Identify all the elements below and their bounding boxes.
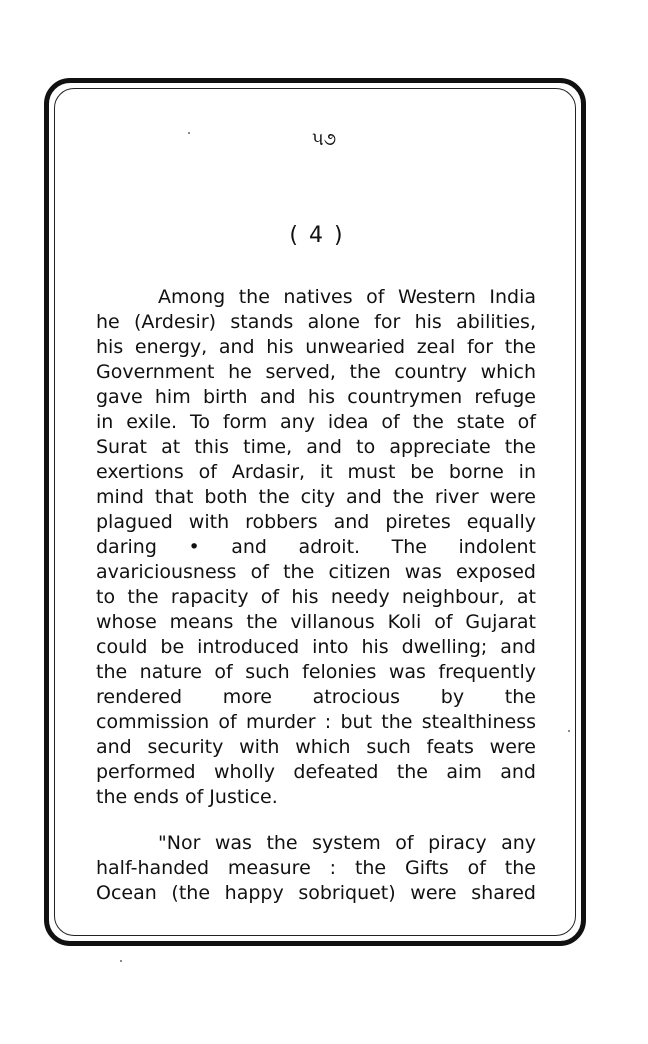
text-line: commission of murder : but the stealthiness [96, 711, 536, 733]
text-line: half-handed measure : the Gifts of the [96, 857, 536, 879]
text-line: Ocean (the happy sobriquet) were shared [96, 882, 536, 904]
text-line: could be introduced into his dwelling; and [96, 636, 536, 658]
text-line: mind that both the city and the river were [96, 486, 536, 508]
paper-speck [120, 960, 122, 962]
text-line: the ends of Justice. [96, 786, 278, 808]
text-line: he (Ardesir) stands alone for his abilities, [96, 311, 536, 333]
text-line: Among the natives of Western India [158, 286, 536, 308]
text-line: avariciousness of the citizen was exposed [96, 561, 536, 583]
text-line: performed wholly defeated the aim and [96, 761, 536, 783]
text-line: daring • and adroit. The indolent [96, 536, 536, 558]
text-line: whose means the villanous Koli of Gujarat [96, 611, 536, 633]
paragraph-2 [96, 831, 536, 906]
paper-speck [568, 730, 570, 732]
text-line: plagued with robbers and piretes equally [96, 511, 536, 533]
text-line: in exile. To form any idea of the state of [96, 411, 536, 433]
text-line: rendered more atrocious by the [96, 686, 536, 708]
paragraph-1 [96, 285, 536, 810]
text-line: exertions of Ardasir, it must be borne in [96, 461, 536, 483]
text-line: and security with which such feats were [96, 736, 536, 758]
text-line: gave him birth and his countrymen refuge [96, 386, 536, 408]
page-number: ૫૭ [311, 129, 337, 150]
section-heading: ( 4 ) [289, 223, 345, 248]
text-line: the nature of such felonies was frequently [96, 661, 536, 683]
text-line: to the rapacity of his needy neighbour, at [96, 586, 536, 608]
text-line: Surat at this time, and to appreciate the [96, 436, 536, 458]
text-line: his energy, and his unwearied zeal for the [96, 336, 536, 358]
paper-speck [188, 132, 190, 134]
text-line: Government he served, the country which [96, 361, 536, 383]
text-line: "Nor was the system of piracy any [158, 832, 536, 854]
